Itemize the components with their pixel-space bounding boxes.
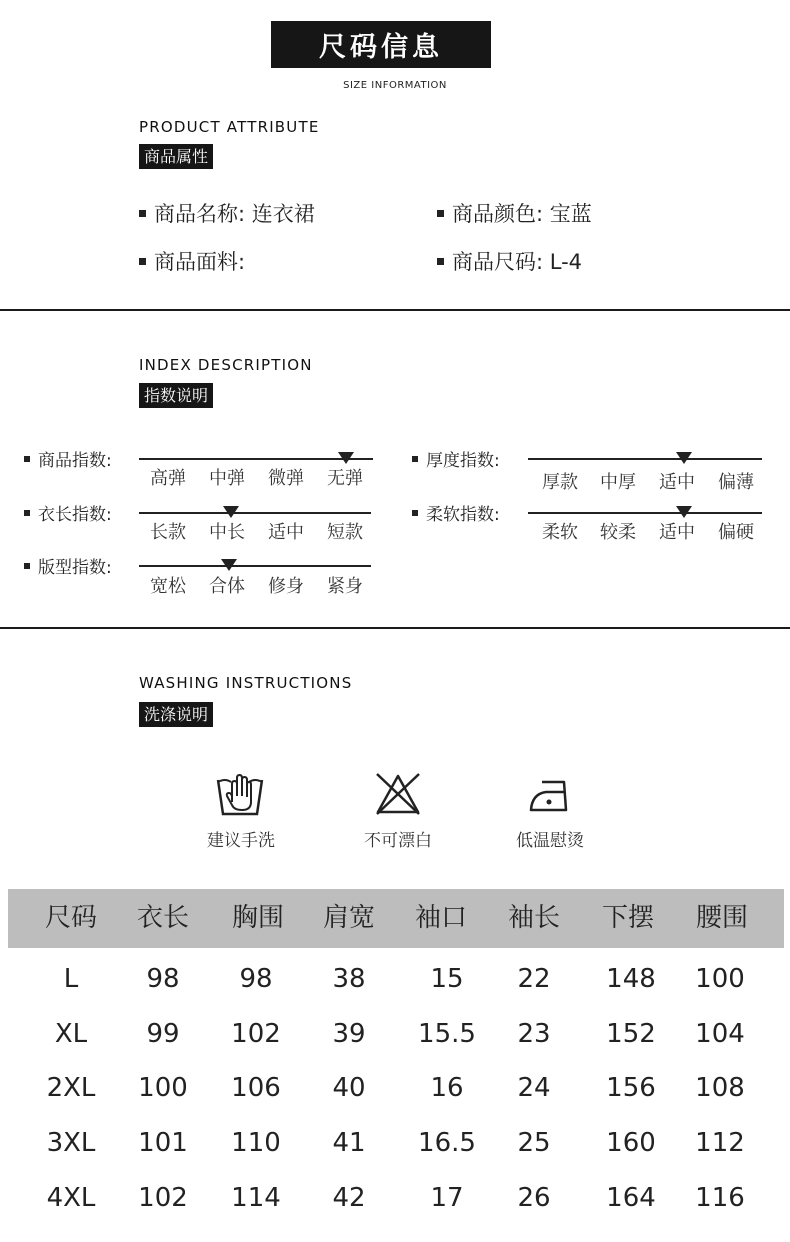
index-row-thickness bbox=[412, 446, 500, 471]
bullet-icon bbox=[24, 510, 30, 516]
table-cell: 26 bbox=[517, 1183, 551, 1213]
index-scale-line bbox=[528, 512, 762, 514]
index-option: 偏薄 bbox=[718, 472, 754, 493]
index-description-title: INDEX DESCRIPTION bbox=[139, 356, 313, 374]
product-attribute-title: PRODUCT ATTRIBUTE bbox=[139, 118, 320, 136]
bullet-icon bbox=[24, 456, 30, 462]
attr-size bbox=[437, 246, 582, 276]
table-cell: 110 bbox=[231, 1128, 281, 1158]
index-row-label: 衣长指数: bbox=[38, 505, 112, 525]
wash-label: 低温慰烫 bbox=[516, 831, 584, 851]
index-row-length bbox=[24, 500, 112, 525]
section-divider bbox=[0, 309, 790, 311]
table-cell: 98 bbox=[239, 964, 273, 994]
index-marker-icon bbox=[338, 452, 354, 464]
table-cell: 101 bbox=[138, 1128, 188, 1158]
bullet-icon bbox=[412, 456, 418, 462]
index-marker-icon bbox=[676, 452, 692, 464]
table-cell: 23 bbox=[517, 1019, 551, 1049]
index-scale-line bbox=[139, 512, 371, 514]
index-scale-line bbox=[139, 565, 371, 567]
table-cell: 160 bbox=[606, 1128, 656, 1158]
attr-fabric bbox=[139, 246, 245, 276]
table-cell: 40 bbox=[332, 1073, 366, 1103]
index-row-elasticity bbox=[24, 446, 112, 471]
table-cell: 108 bbox=[695, 1073, 745, 1103]
index-option: 宽松 bbox=[150, 576, 186, 597]
col-header-size: 尺码 bbox=[44, 903, 97, 933]
table-cell: 116 bbox=[695, 1183, 745, 1213]
table-cell: 15 bbox=[430, 964, 464, 994]
table-cell: 99 bbox=[146, 1019, 180, 1049]
col-header-waist: 腰围 bbox=[695, 903, 748, 933]
col-header-bust: 胸围 bbox=[231, 903, 284, 933]
low-iron-icon bbox=[528, 778, 570, 814]
index-option: 较柔 bbox=[600, 522, 636, 543]
table-cell: 164 bbox=[606, 1183, 656, 1213]
index-option: 高弹 bbox=[150, 468, 186, 489]
index-option: 适中 bbox=[659, 472, 695, 493]
attr-fabric-text: 商品面料: bbox=[154, 250, 246, 274]
table-cell: 104 bbox=[695, 1019, 745, 1049]
table-cell: 16.5 bbox=[418, 1128, 476, 1158]
index-row-label: 柔软指数: bbox=[426, 505, 500, 525]
table-cell: 41 bbox=[332, 1128, 366, 1158]
index-row-label: 厚度指数: bbox=[426, 451, 500, 471]
index-option: 厚款 bbox=[542, 472, 578, 493]
index-marker-icon bbox=[223, 506, 239, 518]
attr-name-text: 商品名称: 连衣裙 bbox=[154, 202, 315, 226]
section-divider bbox=[0, 627, 790, 629]
col-header-cuff: 袖口 bbox=[414, 903, 467, 933]
attr-name bbox=[139, 198, 315, 228]
washing-instructions-title: WASHING INSTRUCTIONS bbox=[139, 674, 353, 692]
bullet-icon bbox=[437, 210, 444, 217]
table-cell: 98 bbox=[146, 964, 180, 994]
no-bleach-icon bbox=[374, 772, 422, 816]
index-option: 紧身 bbox=[327, 576, 363, 597]
size-cell: XL bbox=[54, 1019, 88, 1049]
table-cell: 156 bbox=[606, 1073, 656, 1103]
attr-color bbox=[437, 198, 592, 228]
index-option: 偏硬 bbox=[718, 522, 754, 543]
size-cell: 4XL bbox=[46, 1183, 96, 1213]
table-cell: 102 bbox=[138, 1183, 188, 1213]
bullet-icon bbox=[139, 258, 146, 265]
hand-wash-icon bbox=[215, 772, 265, 818]
size-info-subtitle: SIZE INFORMATION bbox=[343, 80, 447, 91]
index-description-badge: 指数说明 bbox=[139, 383, 213, 408]
index-option: 长款 bbox=[150, 522, 186, 543]
index-option: 无弹 bbox=[327, 468, 363, 489]
index-option: 适中 bbox=[268, 522, 304, 543]
index-option: 中弹 bbox=[209, 468, 245, 489]
table-cell: 38 bbox=[332, 964, 366, 994]
size-info-banner: 尺码信息 bbox=[271, 21, 491, 68]
washing-instructions-badge: 洗涤说明 bbox=[139, 702, 213, 727]
wash-label: 建议手洗 bbox=[207, 831, 275, 851]
col-header-hem: 下摆 bbox=[601, 903, 654, 933]
wash-label: 不可漂白 bbox=[364, 831, 432, 851]
size-cell: L bbox=[63, 964, 79, 994]
index-row-label: 商品指数: bbox=[38, 451, 112, 471]
col-header-length: 衣长 bbox=[136, 903, 189, 933]
index-option: 中长 bbox=[209, 522, 245, 543]
table-cell: 22 bbox=[517, 964, 551, 994]
index-option: 中厚 bbox=[600, 472, 636, 493]
col-header-shoulder: 肩宽 bbox=[322, 903, 375, 933]
index-row-label: 版型指数: bbox=[38, 558, 112, 578]
table-cell: 42 bbox=[332, 1183, 366, 1213]
product-attribute-badge: 商品属性 bbox=[139, 144, 213, 169]
table-cell: 24 bbox=[517, 1073, 551, 1103]
bullet-icon bbox=[139, 210, 146, 217]
index-marker-icon bbox=[676, 506, 692, 518]
table-cell: 25 bbox=[517, 1128, 551, 1158]
index-marker-icon bbox=[221, 559, 237, 571]
index-option: 适中 bbox=[659, 522, 695, 543]
attr-color-text: 商品颜色: 宝蓝 bbox=[452, 202, 592, 226]
size-table-header bbox=[8, 889, 784, 948]
table-cell: 114 bbox=[231, 1183, 281, 1213]
size-cell: 2XL bbox=[46, 1073, 96, 1103]
table-cell: 17 bbox=[430, 1183, 464, 1213]
index-option: 柔软 bbox=[542, 522, 578, 543]
bullet-icon bbox=[24, 563, 30, 569]
size-cell: 3XL bbox=[46, 1128, 96, 1158]
table-cell: 16 bbox=[430, 1073, 464, 1103]
index-option: 短款 bbox=[327, 522, 363, 543]
index-row-fit bbox=[24, 553, 112, 578]
table-cell: 152 bbox=[606, 1019, 656, 1049]
table-cell: 15.5 bbox=[418, 1019, 476, 1049]
attr-size-text: 商品尺码: L-4 bbox=[452, 250, 583, 274]
index-option: 合体 bbox=[209, 576, 245, 597]
table-cell: 106 bbox=[231, 1073, 281, 1103]
table-cell: 102 bbox=[231, 1019, 281, 1049]
table-cell: 148 bbox=[606, 964, 656, 994]
table-cell: 100 bbox=[695, 964, 745, 994]
col-header-sleeve: 袖长 bbox=[507, 903, 560, 933]
bullet-icon bbox=[437, 258, 444, 265]
bullet-icon bbox=[412, 510, 418, 516]
table-cell: 112 bbox=[695, 1128, 745, 1158]
index-row-softness bbox=[412, 500, 500, 525]
table-cell: 39 bbox=[332, 1019, 366, 1049]
table-cell: 100 bbox=[138, 1073, 188, 1103]
index-option: 修身 bbox=[268, 576, 304, 597]
index-option: 微弹 bbox=[268, 468, 304, 489]
index-scale-line bbox=[528, 458, 762, 460]
